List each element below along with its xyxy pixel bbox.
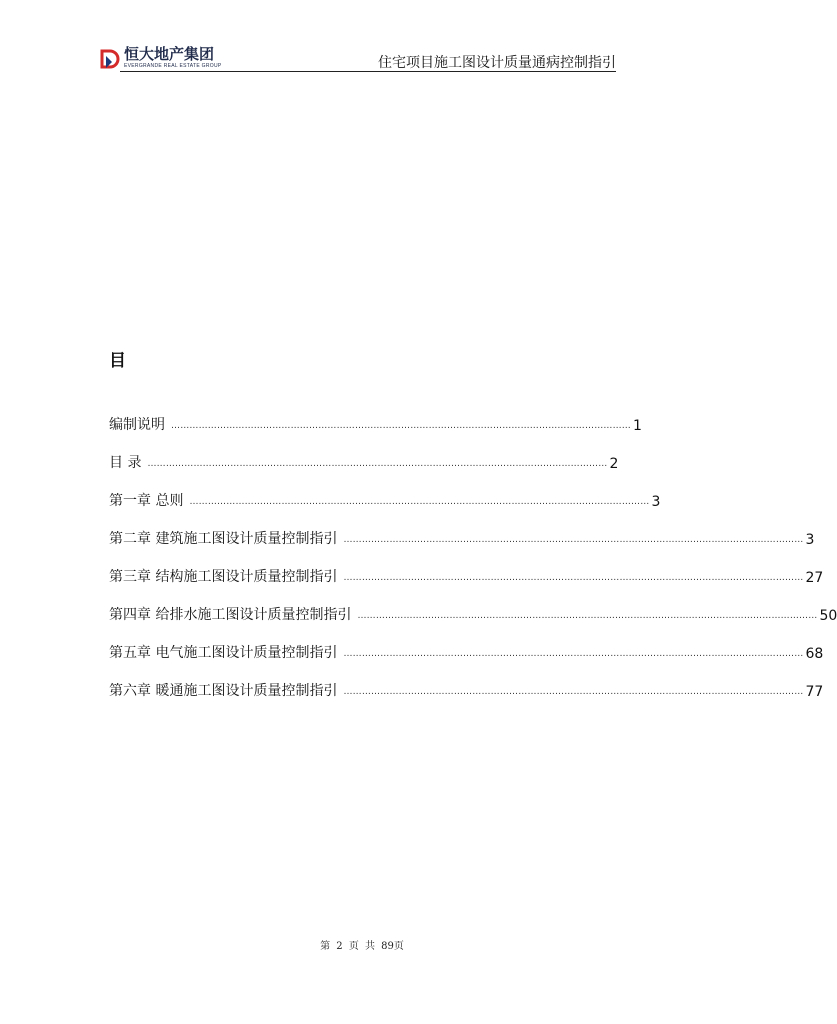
toc-heading: 目 bbox=[109, 351, 126, 371]
document-title: 住宅项目施工图设计质量通病控制指引 bbox=[378, 55, 616, 71]
toc-entry[interactable] bbox=[109, 678, 824, 700]
toc-entry-label: 第五章 电气施工图设计质量控制指引 bbox=[109, 645, 338, 661]
page-number-footer: 第 2 页 共 89页 bbox=[320, 941, 404, 952]
toc-entry-page: 27 bbox=[805, 570, 824, 586]
toc-leader-dots: …………………………………………………………………………………………………………………………………… bbox=[171, 421, 631, 431]
toc-leader-dots: …………………………………………………………………………………………………………………………………… bbox=[147, 459, 608, 469]
toc-entry-label: 第六章 暖通施工图设计质量控制指引 bbox=[109, 683, 338, 699]
toc-entry[interactable] bbox=[109, 488, 661, 510]
toc-leader-dots: …………………………………………………………………………………………………………………………………… bbox=[189, 497, 650, 507]
toc-entry[interactable] bbox=[109, 412, 642, 434]
toc-entry-label: 第四章 给排水施工图设计质量控制指引 bbox=[109, 607, 352, 623]
toc-entry-page: 77 bbox=[805, 684, 824, 700]
toc-entry-page: 1 bbox=[633, 418, 642, 434]
toc-leader-dots: …………………………………………………………………………………………………………………………………… bbox=[343, 649, 804, 659]
toc-leader-dots: …………………………………………………………………………………………………………………………………… bbox=[343, 687, 804, 697]
toc-entry-page: 3 bbox=[805, 532, 815, 548]
toc-leader-dots: …………………………………………………………………………………………………………………………………… bbox=[343, 573, 804, 583]
toc-entry-label: 第一章 总则 bbox=[109, 493, 184, 509]
toc-entry-page: 50 bbox=[819, 608, 837, 624]
toc-leader-dots: …………………………………………………………………………………………………………………………………… bbox=[357, 611, 818, 621]
toc-entry[interactable] bbox=[109, 450, 619, 472]
toc-entry-label: 编制说明 bbox=[109, 417, 165, 433]
header-divider bbox=[120, 71, 616, 72]
logo-name-cn: 恒大地产集团 bbox=[124, 45, 215, 63]
toc-entry[interactable] bbox=[109, 602, 837, 624]
logo-name-en: EVERGRANDE REAL ESTATE GROUP bbox=[124, 63, 222, 69]
toc-entry[interactable] bbox=[109, 640, 824, 662]
toc-entry-label: 第三章 结构施工图设计质量控制指引 bbox=[109, 569, 338, 585]
toc-entry-page: 68 bbox=[805, 646, 824, 662]
toc-entry-label: 第二章 建筑施工图设计质量控制指引 bbox=[109, 531, 338, 547]
evergrande-logo-icon bbox=[98, 48, 120, 70]
toc-leader-dots: …………………………………………………………………………………………………………………………………… bbox=[343, 535, 804, 545]
toc-entry[interactable] bbox=[109, 526, 815, 548]
toc-entry-label: 目 录 bbox=[109, 455, 142, 471]
page-header bbox=[98, 46, 616, 74]
toc-entry-page: 3 bbox=[651, 494, 661, 510]
company-logo bbox=[98, 46, 228, 72]
toc-entry[interactable] bbox=[109, 564, 824, 586]
toc-entry-page: 2 bbox=[609, 456, 619, 472]
